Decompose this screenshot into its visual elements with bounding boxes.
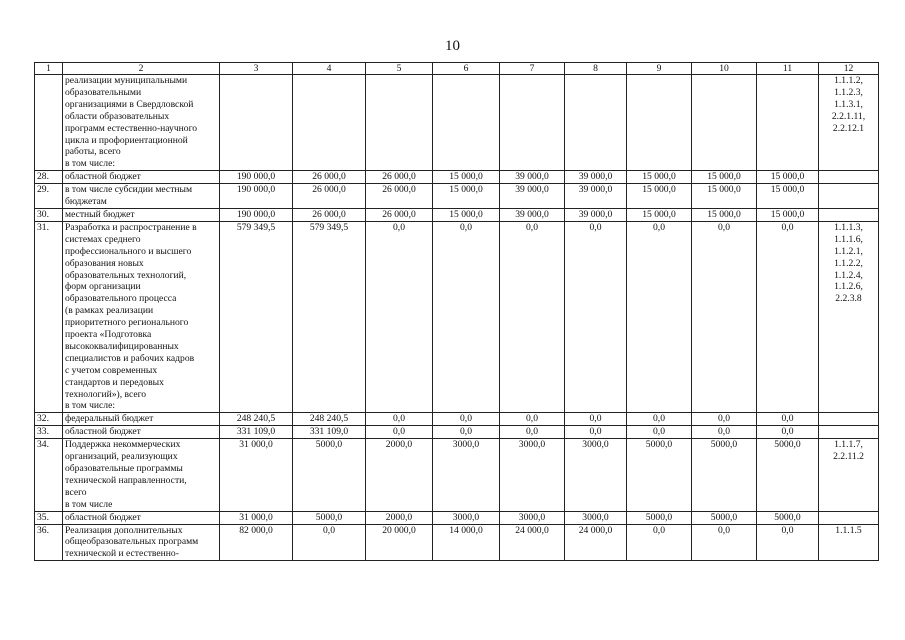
value-cell <box>500 75 565 171</box>
value-cell: 331 109,0 <box>293 426 366 439</box>
row-description <box>63 171 220 184</box>
description-line: в том числе <box>65 498 113 510</box>
description-line: специалистов и рабочих кадров <box>65 352 195 364</box>
row-description <box>63 511 220 524</box>
value-cell <box>366 75 433 171</box>
header-row <box>35 63 879 75</box>
value-cell: 0,0 <box>293 524 366 561</box>
value-cell: 0,0 <box>433 413 500 426</box>
reference-line: 2.2.1.11, <box>831 110 866 122</box>
value-cell <box>757 75 819 171</box>
row-description <box>63 184 220 209</box>
row-number <box>35 75 63 171</box>
value-cell: 0,0 <box>692 426 757 439</box>
value-cell: 15 000,0 <box>433 208 500 221</box>
reference-line: 2.2.12.1 <box>832 122 865 134</box>
description-line: проекта «Подготовка <box>65 329 152 341</box>
reference-line: 2.2.3.8 <box>835 293 862 305</box>
description-line: всего <box>65 486 87 498</box>
description-line: образовательных технологий, <box>65 269 187 281</box>
value-cell: 0,0 <box>627 413 692 426</box>
description-line: работы, всего <box>65 146 121 158</box>
value-cell: 15 000,0 <box>692 184 757 209</box>
value-cell: 579 349,5 <box>220 221 293 413</box>
value-cell: 15 000,0 <box>627 184 692 209</box>
value-cell: 5000,0 <box>627 439 692 511</box>
value-cell: 15 000,0 <box>692 208 757 221</box>
value-cell <box>627 75 692 171</box>
reference-cell <box>819 413 879 426</box>
row-number: 35. <box>35 511 63 524</box>
description-line: федеральный бюджет <box>65 413 154 425</box>
description-line: образовательного процесса <box>65 293 177 305</box>
table-row <box>35 208 879 221</box>
value-cell: 26 000,0 <box>366 184 433 209</box>
value-cell: 39 000,0 <box>565 208 627 221</box>
table-row <box>35 171 879 184</box>
column-header: 6 <box>433 63 500 75</box>
description-line: Разработка и распространение в <box>65 221 197 233</box>
value-cell: 82 000,0 <box>220 524 293 561</box>
value-cell: 248 240,5 <box>293 413 366 426</box>
column-header: 1 <box>35 63 63 75</box>
reference-cell <box>819 208 879 221</box>
budget-table <box>34 62 879 561</box>
value-cell: 0,0 <box>757 426 819 439</box>
value-cell: 15 000,0 <box>757 171 819 184</box>
description-line: образования новых <box>65 257 144 269</box>
table-row <box>35 439 879 511</box>
value-cell: 14 000,0 <box>433 524 500 561</box>
description-line: (в рамках реализации <box>65 305 154 317</box>
value-cell: 0,0 <box>627 426 692 439</box>
value-cell: 0,0 <box>757 221 819 413</box>
value-cell: 0,0 <box>757 524 819 561</box>
value-cell: 15 000,0 <box>433 184 500 209</box>
description-line: высококвалифицированных <box>65 340 179 352</box>
table-row <box>35 413 879 426</box>
description-line: программ естественно-научного <box>65 122 198 134</box>
table-row <box>35 75 879 171</box>
column-header: 4 <box>293 63 366 75</box>
column-header: 10 <box>692 63 757 75</box>
value-cell: 5000,0 <box>293 511 366 524</box>
description-line: системах среднего <box>65 233 141 245</box>
row-number: 28. <box>35 171 63 184</box>
description-line: форм организации <box>65 281 141 293</box>
reference-line: 1.1.3.1, <box>834 98 863 110</box>
value-cell: 0,0 <box>627 524 692 561</box>
value-cell: 0,0 <box>692 524 757 561</box>
description-line: приоритетного регионального <box>65 317 189 329</box>
description-line: организациями в Свердловской <box>65 98 194 110</box>
value-cell: 26 000,0 <box>366 208 433 221</box>
column-header: 12 <box>819 63 879 75</box>
value-cell: 5000,0 <box>627 511 692 524</box>
reference-line: 1.1.2.6, <box>834 281 863 293</box>
row-description <box>63 208 220 221</box>
value-cell <box>220 75 293 171</box>
value-cell <box>433 75 500 171</box>
row-description <box>63 413 220 426</box>
column-header: 9 <box>627 63 692 75</box>
description-line: бюджетам <box>65 196 107 208</box>
reference-cell <box>819 511 879 524</box>
value-cell: 15 000,0 <box>692 171 757 184</box>
value-cell: 3000,0 <box>433 439 500 511</box>
value-cell: 5000,0 <box>293 439 366 511</box>
value-cell: 2000,0 <box>366 439 433 511</box>
description-line: в том числе: <box>65 400 116 412</box>
description-line: образовательные программы <box>65 463 183 474</box>
description-line: области образовательных <box>65 110 170 122</box>
reference-line: 1.1.2.3, <box>834 86 863 98</box>
description-line: реализации муниципальными <box>65 75 188 86</box>
page-number: 10 <box>445 38 460 54</box>
row-number: 31. <box>35 221 63 413</box>
value-cell: 0,0 <box>433 426 500 439</box>
row-description <box>63 524 220 561</box>
description-line: в том числе субсидии местным <box>65 184 193 196</box>
value-cell <box>293 75 366 171</box>
reference-cell <box>819 426 879 439</box>
value-cell: 3000,0 <box>500 439 565 511</box>
value-cell: 5000,0 <box>692 511 757 524</box>
reference-cell <box>819 75 879 171</box>
value-cell: 26 000,0 <box>293 208 366 221</box>
value-cell: 15 000,0 <box>627 208 692 221</box>
value-cell: 5000,0 <box>757 511 819 524</box>
reference-line: 1.1.1.6, <box>834 233 863 245</box>
column-header: 8 <box>565 63 627 75</box>
value-cell: 3000,0 <box>565 511 627 524</box>
description-line: областной бюджет <box>65 171 141 183</box>
description-line: общеобразовательных программ <box>65 536 199 548</box>
column-header: 5 <box>366 63 433 75</box>
value-cell: 0,0 <box>366 413 433 426</box>
value-cell: 0,0 <box>366 221 433 413</box>
reference-cell <box>819 184 879 209</box>
value-cell: 0,0 <box>500 221 565 413</box>
value-cell: 0,0 <box>433 221 500 413</box>
row-number: 30. <box>35 208 63 221</box>
table-row <box>35 221 879 413</box>
table-row <box>35 426 879 439</box>
value-cell: 5000,0 <box>692 439 757 511</box>
value-cell: 190 000,0 <box>220 208 293 221</box>
value-cell: 0,0 <box>757 413 819 426</box>
reference-line: 1.1.1.5 <box>835 524 862 536</box>
value-cell: 2000,0 <box>366 511 433 524</box>
value-cell: 15 000,0 <box>433 171 500 184</box>
row-description <box>63 75 220 171</box>
reference-cell <box>819 439 879 511</box>
value-cell: 331 109,0 <box>220 426 293 439</box>
value-cell: 39 000,0 <box>500 171 565 184</box>
row-number: 29. <box>35 184 63 209</box>
value-cell: 15 000,0 <box>757 208 819 221</box>
value-cell: 0,0 <box>692 413 757 426</box>
value-cell: 0,0 <box>627 221 692 413</box>
value-cell: 26 000,0 <box>293 184 366 209</box>
reference-cell <box>819 171 879 184</box>
reference-line: 1.1.2.4, <box>834 269 863 281</box>
table-row <box>35 184 879 209</box>
row-description <box>63 426 220 439</box>
value-cell <box>565 75 627 171</box>
table-row <box>35 511 879 524</box>
description-line: Поддержка некоммерческих <box>65 439 181 451</box>
value-cell: 0,0 <box>500 413 565 426</box>
value-cell <box>692 75 757 171</box>
value-cell: 31 000,0 <box>220 511 293 524</box>
description-line: стандартов и передовых <box>65 376 164 388</box>
description-line: технической и естественно- <box>65 548 179 560</box>
value-cell: 39 000,0 <box>565 171 627 184</box>
description-line: технологий»), всего <box>65 388 147 400</box>
reference-cell <box>819 524 879 561</box>
column-header: 3 <box>220 63 293 75</box>
row-number: 32. <box>35 413 63 426</box>
value-cell: 3000,0 <box>500 511 565 524</box>
value-cell: 0,0 <box>692 221 757 413</box>
description-line: цикла и профориентационной <box>65 134 188 146</box>
reference-line: 1.1.1.7, <box>834 439 863 451</box>
value-cell: 26 000,0 <box>366 171 433 184</box>
row-description <box>63 221 220 413</box>
value-cell: 3000,0 <box>565 439 627 511</box>
reference-line: 1.1.1.3, <box>834 221 863 233</box>
value-cell: 0,0 <box>565 221 627 413</box>
value-cell: 0,0 <box>500 426 565 439</box>
description-line: областной бюджет <box>65 511 141 523</box>
value-cell: 579 349,5 <box>293 221 366 413</box>
value-cell: 26 000,0 <box>293 171 366 184</box>
value-cell: 39 000,0 <box>500 208 565 221</box>
reference-line: 2.2.11.2 <box>833 451 864 463</box>
row-number: 33. <box>35 426 63 439</box>
value-cell: 190 000,0 <box>220 184 293 209</box>
description-line: областной бюджет <box>65 426 141 438</box>
value-cell: 248 240,5 <box>220 413 293 426</box>
reference-line: 1.1.2.1, <box>834 245 863 257</box>
column-header: 11 <box>757 63 819 75</box>
row-number: 34. <box>35 439 63 511</box>
value-cell: 5000,0 <box>757 439 819 511</box>
description-line: организаций, реализующих <box>65 451 178 463</box>
value-cell: 15 000,0 <box>627 171 692 184</box>
description-line: местный бюджет <box>65 208 135 220</box>
value-cell: 20 000,0 <box>366 524 433 561</box>
value-cell: 24 000,0 <box>565 524 627 561</box>
value-cell: 0,0 <box>366 426 433 439</box>
value-cell: 3000,0 <box>433 511 500 524</box>
value-cell: 39 000,0 <box>500 184 565 209</box>
reference-cell <box>819 221 879 413</box>
description-line: в том числе: <box>65 158 116 170</box>
description-line: профессионального и высшего <box>65 245 192 257</box>
row-description <box>63 439 220 511</box>
description-line: Реализация дополнительных <box>65 524 183 536</box>
row-number: 36. <box>35 524 63 561</box>
reference-line: 1.1.2.2, <box>834 257 863 269</box>
value-cell: 15 000,0 <box>757 184 819 209</box>
column-header: 2 <box>63 63 220 75</box>
column-header: 7 <box>500 63 565 75</box>
value-cell: 31 000,0 <box>220 439 293 511</box>
reference-line: 1.1.1.2, <box>834 75 863 86</box>
value-cell: 24 000,0 <box>500 524 565 561</box>
value-cell: 190 000,0 <box>220 171 293 184</box>
description-line: технической направленности, <box>65 474 187 486</box>
value-cell: 39 000,0 <box>565 184 627 209</box>
value-cell: 0,0 <box>565 426 627 439</box>
description-line: образовательными <box>65 86 142 98</box>
table-row <box>35 524 879 561</box>
description-line: с учетом современных <box>65 364 158 376</box>
value-cell: 0,0 <box>565 413 627 426</box>
